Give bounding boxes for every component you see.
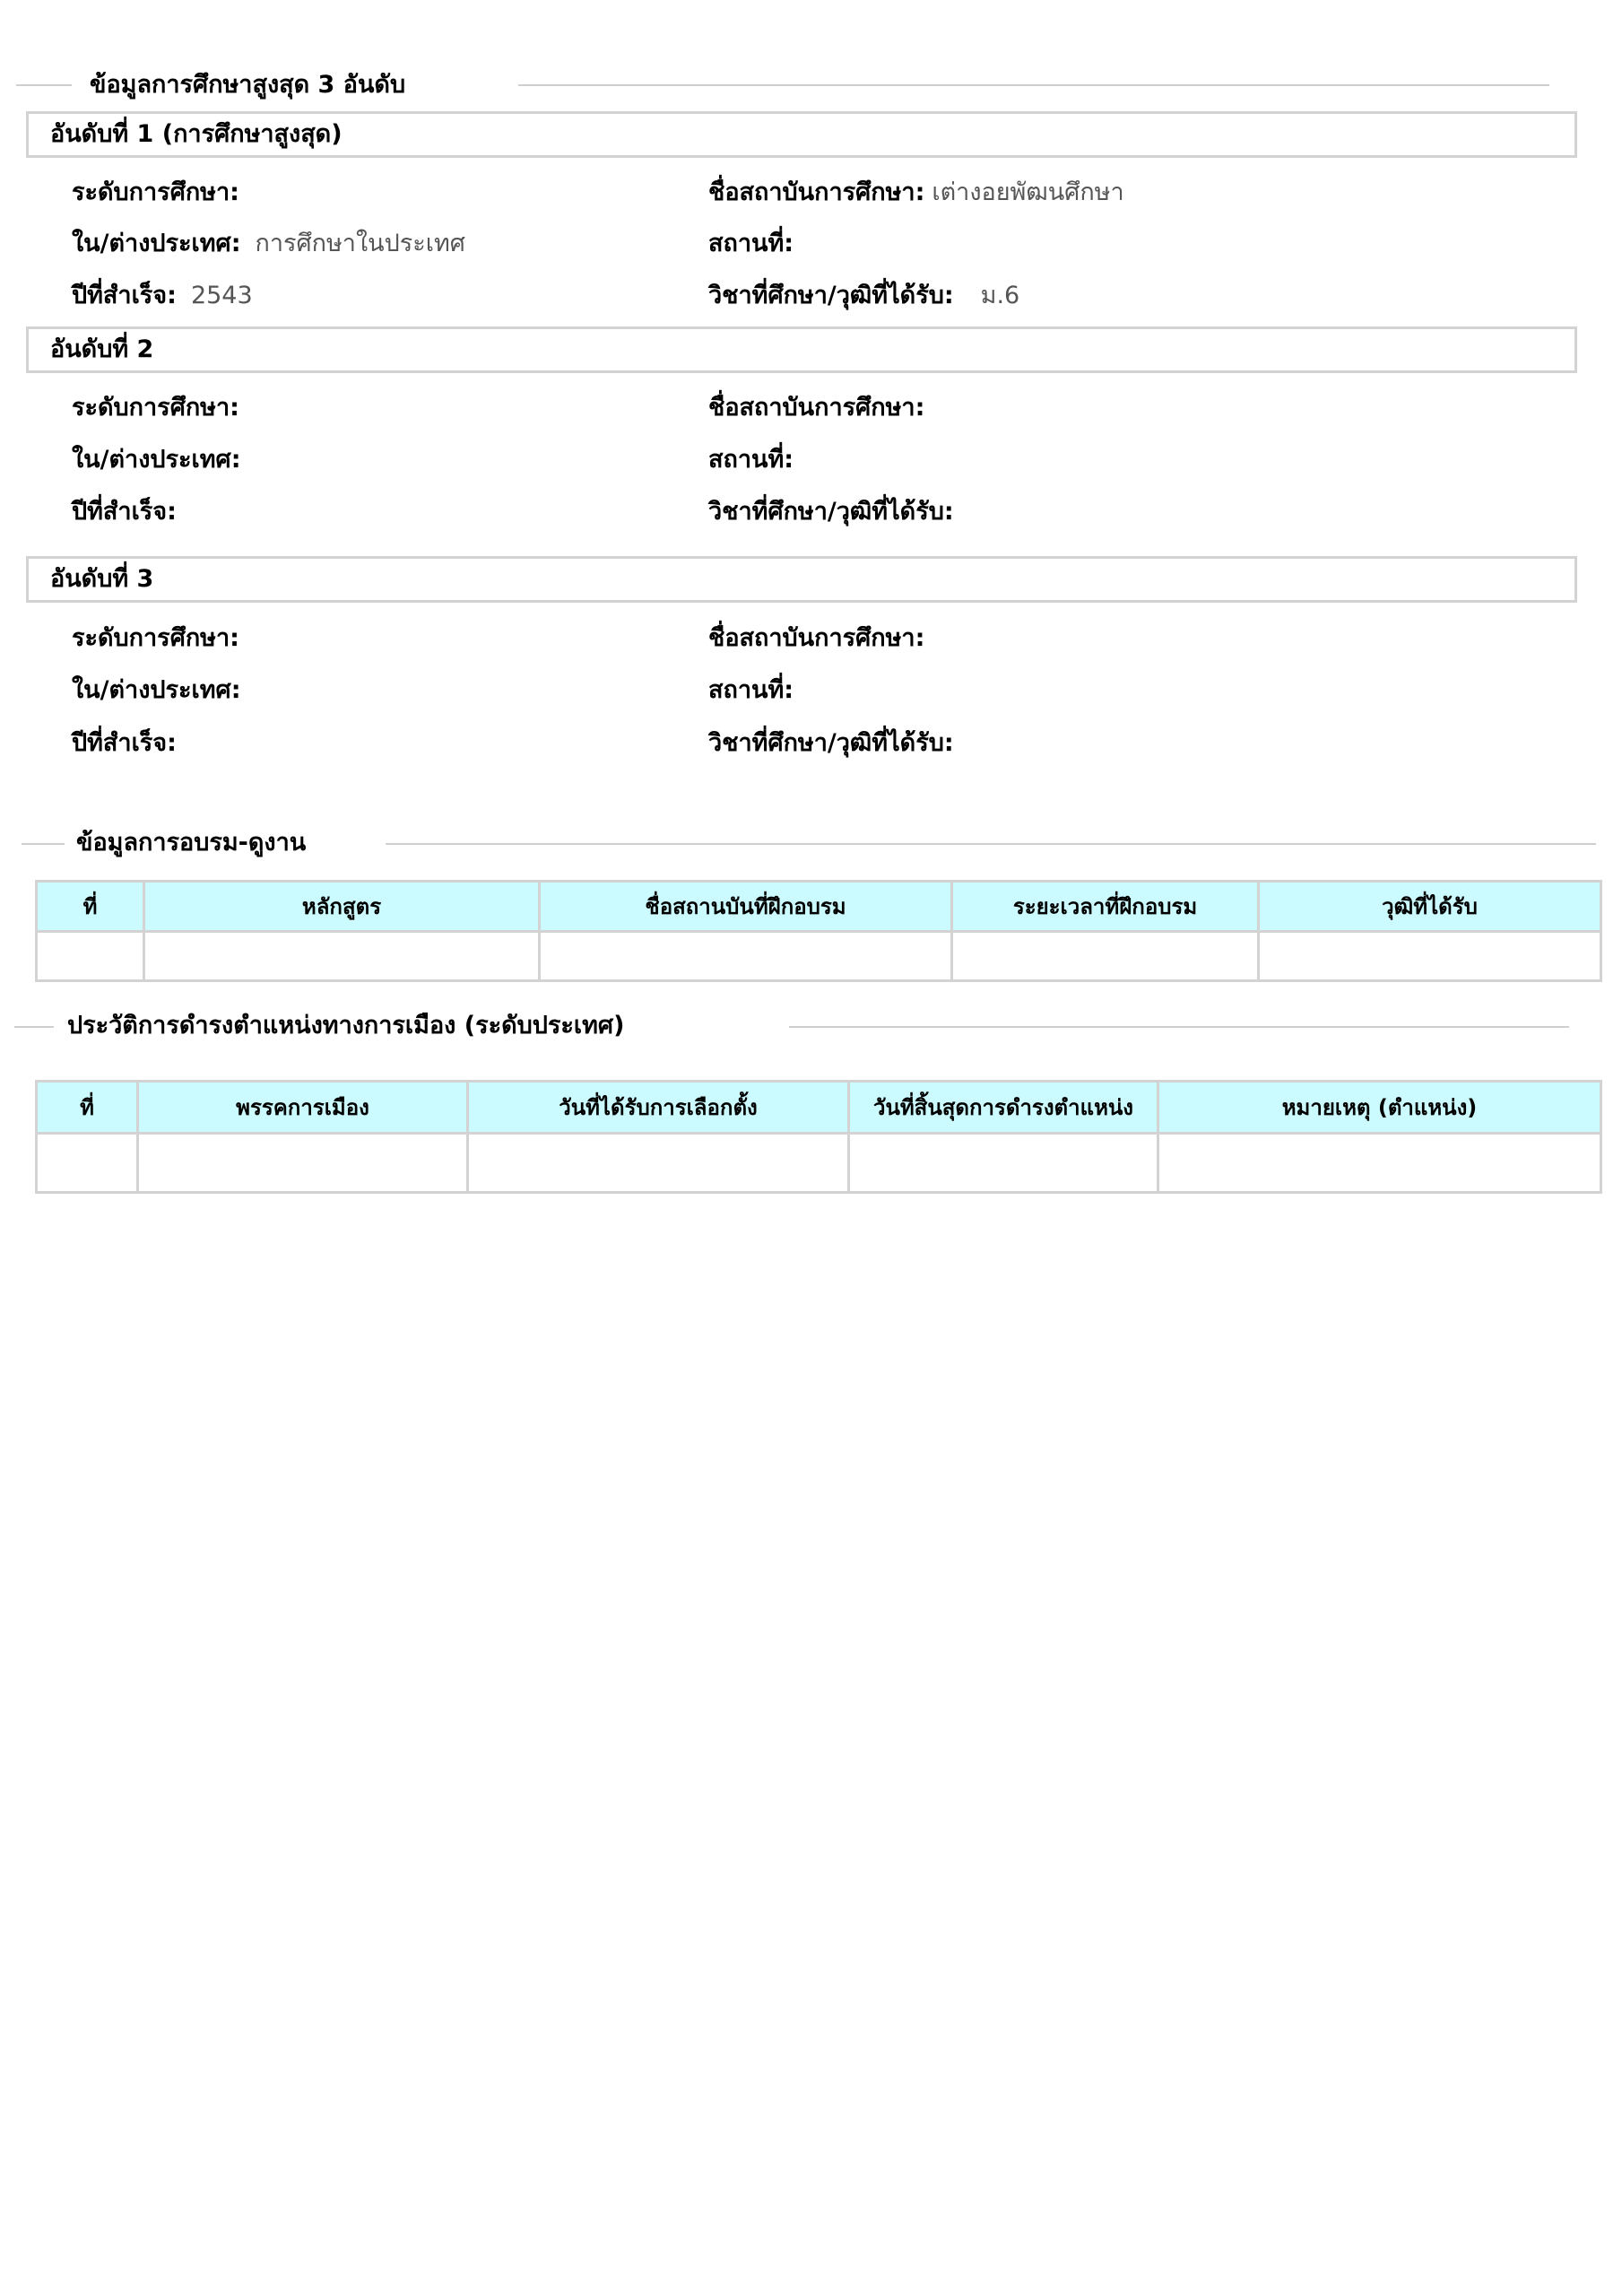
column-header: ที่ [37, 882, 144, 932]
year-label: ปีที่สำเร็จ: [72, 498, 177, 526]
table-cell [138, 1134, 468, 1193]
column-header: วันที่สิ้นสุดการดำรงตำแหน่ง [849, 1082, 1158, 1134]
section-rule-right [518, 84, 1549, 86]
rank-3-year [72, 724, 191, 763]
table-row [37, 1134, 1601, 1193]
table-cell [1158, 1134, 1601, 1193]
rank-2-header: อันดับที่ 2 [26, 326, 1577, 373]
institution-value: เต่างอยพัฒนศึกษา [932, 178, 1124, 206]
table-cell [1259, 932, 1601, 981]
major-value: ม.6 [980, 282, 1020, 309]
column-header: ระยะเวลาที่ฝึกอบรม [952, 882, 1259, 932]
section-rule-left [16, 84, 72, 86]
rank-2-institution [708, 388, 939, 428]
rank-1-major [708, 276, 1019, 316]
year-label: ปีที่สำเร็จ: [72, 282, 177, 309]
rank-2-level [72, 388, 254, 428]
column-header: ชื่อสถานบันที่ฝึกอบรม [540, 882, 952, 932]
rank-3-major [708, 724, 968, 763]
table-cell [952, 932, 1259, 981]
rank-3-country [72, 671, 256, 710]
section-rule-right [386, 843, 1596, 845]
political-section-title: ประวัติการดำรงตำแหน่งทางการเมือง (ระดับประเทศ) [67, 1012, 625, 1039]
rank-3-location [708, 671, 808, 710]
rank-2-location [708, 440, 808, 480]
table-cell [37, 1134, 138, 1193]
section-rule-left [22, 843, 65, 845]
rank-2-year [72, 492, 191, 532]
column-header: ที่ [37, 1082, 138, 1134]
table-cell [468, 1134, 849, 1193]
training-table [35, 880, 1602, 982]
level-label: ระดับการศึกษา: [72, 624, 239, 652]
rank-1-year [72, 276, 253, 316]
column-header: พรรคการเมือง [138, 1082, 468, 1134]
location-label: สถานที่: [708, 230, 794, 257]
year-value: 2543 [190, 282, 253, 309]
training-section-title: ข้อมูลการอบรม-ดูงาน [76, 829, 307, 857]
section-rule-left [14, 1026, 54, 1028]
political-table [35, 1080, 1602, 1194]
table-row [37, 932, 1601, 981]
table-cell [37, 932, 144, 981]
section-rule-right [789, 1026, 1569, 1028]
rank-1-header: อันดับที่ 1 (การศึกษาสูงสุด) [26, 111, 1577, 158]
level-label: ระดับการศึกษา: [72, 394, 239, 422]
rank-1-institution [708, 173, 1124, 213]
education-section-title: ข้อมูลการศึกษาสูงสุด 3 อันดับ [90, 71, 406, 99]
country-label: ใน/ต่างประเทศ: [72, 446, 241, 474]
rank-2-country [72, 440, 256, 480]
institution-label: ชื่อสถาบันการศึกษา: [708, 178, 925, 206]
location-label: สถานที่: [708, 446, 794, 474]
column-header: วุฒิที่ได้รับ [1259, 882, 1601, 932]
level-label: ระดับการศึกษา: [72, 178, 239, 206]
column-header: วันที่ได้รับการเลือกตั้ง [468, 1082, 849, 1134]
rank-3-header: อันดับที่ 3 [26, 556, 1577, 603]
rank-3-level [72, 619, 254, 658]
major-label: วิชาที่ศึกษา/วุฒิที่ได้รับ: [708, 282, 954, 309]
country-label: ใน/ต่างประเทศ: [72, 230, 241, 257]
rank-3-institution [708, 619, 939, 658]
institution-label: ชื่อสถาบันการศึกษา: [708, 394, 925, 422]
country-value: การศึกษาในประเทศ [255, 230, 465, 257]
rank-1-level [72, 173, 254, 213]
major-label: วิชาที่ศึกษา/วุฒิที่ได้รับ: [708, 729, 954, 757]
rank-1-country [72, 224, 465, 264]
country-label: ใน/ต่างประเทศ: [72, 676, 241, 704]
rank-1-location [708, 224, 808, 264]
location-label: สถานที่: [708, 676, 794, 704]
column-header: หมายเหตุ (ตำแหน่ง) [1158, 1082, 1601, 1134]
table-cell [849, 1134, 1158, 1193]
table-cell [144, 932, 540, 981]
column-header: หลักสูตร [144, 882, 540, 932]
institution-label: ชื่อสถาบันการศึกษา: [708, 624, 925, 652]
year-label: ปีที่สำเร็จ: [72, 729, 177, 757]
rank-2-major [708, 492, 968, 532]
table-cell [540, 932, 952, 981]
major-label: วิชาที่ศึกษา/วุฒิที่ได้รับ: [708, 498, 954, 526]
